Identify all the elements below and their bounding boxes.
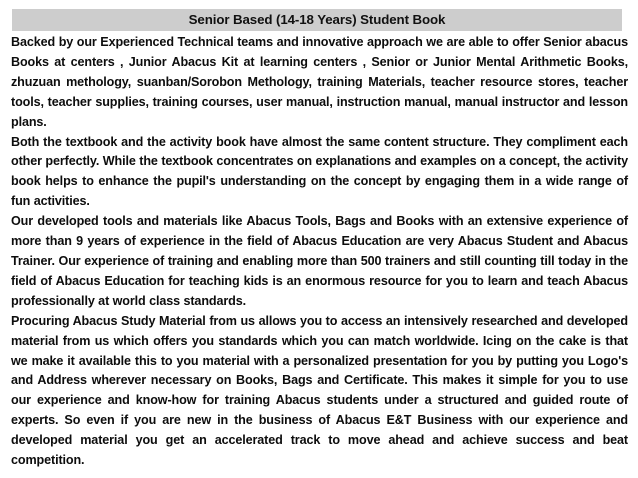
paragraph-4: Procuring Abacus Study Material from us allows you to access an intensively researched and developed material from us which offers you standards which you can match worldwide. Icing on the cake is that we make it available this to you material with a personalized presentation for you by putting you Logo's and Address wherever necessary on Books, Bags and Certificate. This makes it simple for you to use our experience and know-how for training Abacus students under a structured and guided route of experts. So even if you are new in the business of Abacus E&T Business with our experience and developed material you get an accelerated track to move ahead and achieve success and beat competition. — [11, 313, 628, 468]
document-body — [11, 33, 628, 471]
paragraph-3: Our developed tools and materials like Abacus Tools, Bags and Books with an extensive experience of more than 9 years of experience in the field of Abacus Education are very Abacus Student and Abacus Trainer. Our experience of training and enabling more than 500 trainers and still counting till today in the field of Abacus Education for teaching kids is an enormous resource for you to learn and teach Abacus professionally at world class standards. — [11, 214, 628, 308]
title-banner — [12, 9, 622, 31]
paragraph-2: Both the textbook and the activity book have almost the same content structure. They compliment each other perfectly. While the textbook concentrates on explanations and examples on a concept, the activity book helps to enhance the pupil's understanding on the concept by engaging them in a wide range of fun activities. — [11, 134, 628, 209]
page-title: Senior Based (14-18 Years) Student Book — [188, 12, 446, 28]
paragraph-1: Backed by our Experienced Technical teams and innovative approach we are able to offer Senior abacus Books at centers , Junior Abacus Kit at learning centers , Senior or Junior Mental Arithmetic Books, zhuzuan methology, suanban/Sorobon Methology, training Materials, teacher resource stores, teacher tools, teacher supplies, training courses, user manual, instruction manual, manual instructor and lesson plans. — [11, 35, 628, 129]
